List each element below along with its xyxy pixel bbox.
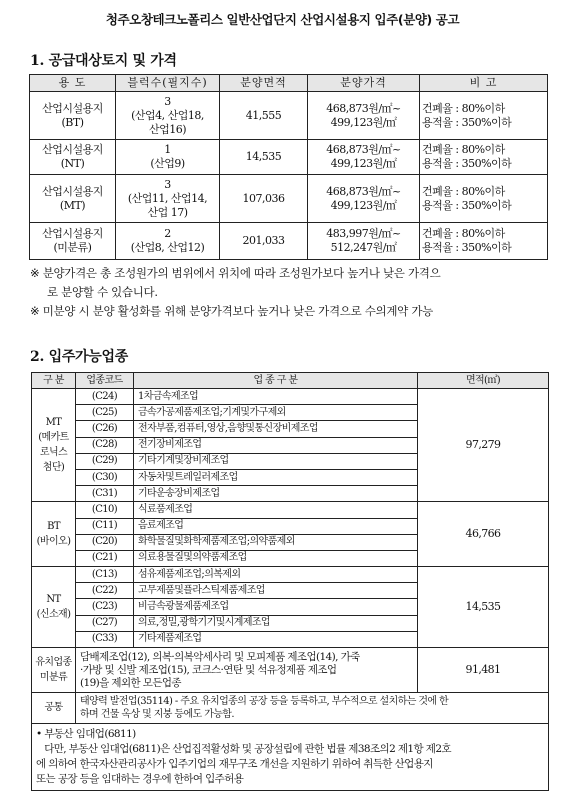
table-row — [30, 175, 548, 223]
industry-code: (C26) — [76, 421, 134, 437]
industry-name: 고무제품및플라스틱제품제조업 — [134, 583, 418, 599]
industry-name: 의료용물질및의약품제조업 — [134, 550, 418, 566]
industry-name: 비금속광물제품제조업 — [134, 599, 418, 615]
industry-code: (C10) — [76, 502, 134, 518]
group-label-common: 공통 — [32, 693, 76, 724]
note-line: ※ 미분양 시 분양 활성화를 위해 분양가격보다 높거나 낮은 가격으로 수의계약 가능 — [30, 304, 433, 318]
group-area-bt: 46,766 — [418, 502, 549, 567]
table-row — [32, 502, 549, 518]
header-code: 업종코드 — [76, 373, 134, 389]
industry-code: (C31) — [76, 486, 134, 502]
blocks-cell: 3 (산업11, 산업14, 산업 17) — [116, 175, 220, 223]
industry-code: (C27) — [76, 615, 134, 631]
industry-name: 화학물질및화학제품제조업;의약품제외 — [134, 534, 418, 550]
header-area: 분양면적 — [220, 75, 308, 92]
header-price: 분양가격 — [308, 75, 420, 92]
price-cell: 483,997원/㎡~ 512,247원/㎡ — [308, 223, 420, 260]
table-header-row — [30, 75, 548, 92]
header-area: 면적(㎡) — [418, 373, 549, 389]
header-blocks: 블럭수(필지수) — [116, 75, 220, 92]
common-industries: 태양력 발전업(35114) - 주요 유치업종의 공장 등을 등록하고, 부수적으로 설치하는 것에 한 하며 건물 옥상 및 지붕 등에도 가능함. — [76, 693, 549, 724]
note-line: ※ 분양가격은 총 조성원가의 범위에서 위치에 따라 조성원가보다 높거나 낮은 가격으 — [30, 266, 441, 280]
industry-code: (C20) — [76, 534, 134, 550]
group-label-nt: NT (신소재) — [32, 567, 76, 648]
industry-name: 기타기계및장비제조업 — [134, 453, 418, 469]
price-cell: 468,873원/㎡~ 499,123원/㎡ — [308, 92, 420, 140]
industry-code: (C23) — [76, 599, 134, 615]
blocks-cell: 2 (산업8, 산업12) — [116, 223, 220, 260]
industry-name: 전기장비제조업 — [134, 437, 418, 453]
industry-code: (C28) — [76, 437, 134, 453]
area-cell: 201,033 — [220, 223, 308, 260]
table-row — [30, 223, 548, 260]
industry-code: (C13) — [76, 567, 134, 583]
use-cell: 산업시설용지 (NT) — [30, 140, 116, 175]
unclassified-industries: 담배제조업(12), 의복·의복악세사리 및 모피제품 제조업(14), 가죽 ·가방 및 신발 제조업(15), 코크스·연탄 및 석유정제품 제조업 (19)을 제외한 모든업종 — [76, 648, 418, 693]
note-cell: 건폐율 : 80%이하 용적율 : 350%이하 — [420, 223, 548, 260]
group-area-unclassified: 91,481 — [418, 648, 549, 693]
table-row — [32, 693, 549, 724]
area-cell: 41,555 — [220, 92, 308, 140]
use-cell: 산업시설용지 (MT) — [30, 175, 116, 223]
group-label-bt: BT (바이오) — [32, 502, 76, 567]
note-cell: 건폐율 : 80%이하 용적율 : 350%이하 — [420, 175, 548, 223]
group-label-mt: MT (메카트 로닉스 첨단) — [32, 389, 76, 502]
blocks-cell: 3 (산업4, 산업18, 산업16) — [116, 92, 220, 140]
table-row — [30, 92, 548, 140]
price-cell: 468,873원/㎡~ 499,123원/㎡ — [308, 175, 420, 223]
group-area-mt: 97,279 — [418, 389, 549, 502]
industry-name: 음료제조업 — [134, 518, 418, 534]
note-cell: 건폐율 : 80%이하 용적율 : 350%이하 — [420, 92, 548, 140]
group-label-unclassified: 유치업종 미분류 — [32, 648, 76, 693]
table-row — [32, 648, 549, 693]
industry-name: 자동차및트레일러제조업 — [134, 469, 418, 485]
section-2-heading: 2. 입주가능업종 — [30, 349, 128, 365]
industry-code: (C25) — [76, 405, 134, 421]
table-header-row — [32, 373, 549, 389]
use-cell: 산업시설용지 (BT) — [30, 92, 116, 140]
industry-name: 기타제품제조업 — [134, 631, 418, 647]
use-cell: 산업시설용지 (미분류) — [30, 223, 116, 260]
industry-code: (C29) — [76, 453, 134, 469]
table-row — [32, 567, 549, 583]
industry-name: 섬유제품제조업;의복제외 — [134, 567, 418, 583]
industry-table — [31, 372, 549, 791]
industry-name: 기타운송장비제조업 — [134, 486, 418, 502]
header-category: 구 분 — [32, 373, 76, 389]
industry-name: 1차금속제조업 — [134, 389, 418, 405]
price-cell: 468,873원/㎡~ 499,123원/㎡ — [308, 140, 420, 175]
industry-code: (C11) — [76, 518, 134, 534]
note-cell: 건폐율 : 80%이하 용적율 : 350%이하 — [420, 140, 548, 175]
industry-name: 금속가공제품제조업;기계및가구제외 — [134, 405, 418, 421]
table-row — [32, 724, 549, 791]
header-note: 비 고 — [420, 75, 548, 92]
industry-name: 식료품제조업 — [134, 502, 418, 518]
area-cell: 107,036 — [220, 175, 308, 223]
table-row — [32, 389, 549, 405]
industry-code: (C30) — [76, 469, 134, 485]
industry-code: (C33) — [76, 631, 134, 647]
header-industry: 업 종 구 분 — [134, 373, 418, 389]
page-title: 청주오창테크노폴리스 일반산업단지 산업시설용지 입주(분양) 공고 — [105, 12, 460, 27]
area-cell: 14,535 — [220, 140, 308, 175]
header-use: 용 도 — [30, 75, 116, 92]
rental-note: • 부동산 임대업(6811) 다만, 부동산 임대업(6811)은 산업집적활성화 및 공장설립에 관한 법률 제38조의2 제1항 제2호 에 의하여 한국자산관리공사가 입주기업의 재무구조 개선을 지원하기 위하여 취득한 산업용지 또는 공장 등을 임대하는 경우에 한하여 입주허용 — [32, 724, 549, 791]
note-line: 로 분양할 수 있습니다. — [47, 285, 158, 299]
section-1-heading: 1. 공급대상토지 및 가격 — [30, 53, 177, 69]
group-area-nt: 14,535 — [418, 567, 549, 648]
industry-name: 의료,정밀,광학기기및시계제조업 — [134, 615, 418, 631]
price-notes — [30, 264, 550, 321]
industry-code: (C21) — [76, 550, 134, 566]
table-row — [30, 140, 548, 175]
industry-code: (C22) — [76, 583, 134, 599]
land-price-table — [29, 74, 548, 260]
blocks-cell: 1 (산업9) — [116, 140, 220, 175]
industry-code: (C24) — [76, 389, 134, 405]
industry-name: 전자부품,컴퓨터,영상,음향및통신장비제조업 — [134, 421, 418, 437]
